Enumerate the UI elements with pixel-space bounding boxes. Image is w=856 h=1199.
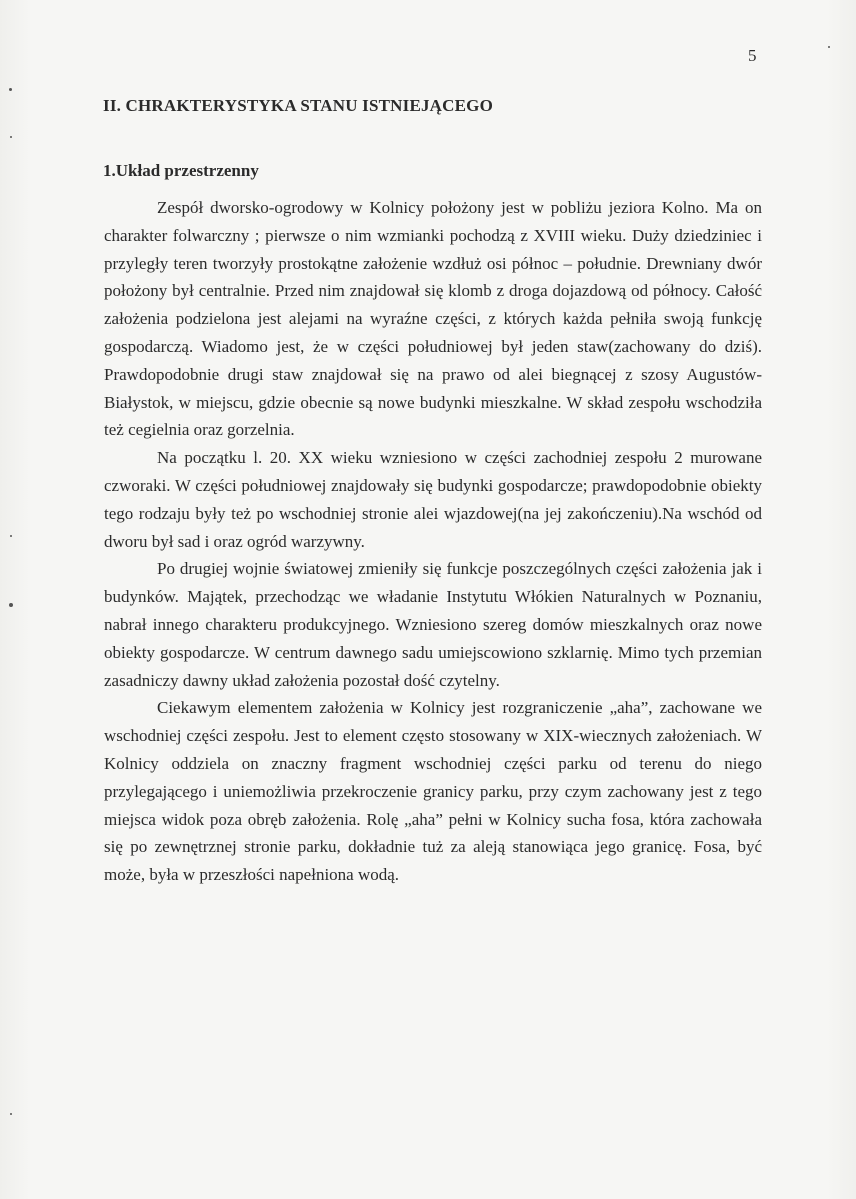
scan-speck [9, 88, 12, 91]
scan-speck [10, 535, 12, 537]
body-text [104, 194, 762, 889]
page-number: 5 [748, 46, 757, 65]
paragraph: Na początku l. 20. XX wieku wzniesiono w części zachodniej zespołu 2 murowane czworaki. W części południowej znajdowały się budynki gospodarcze; prawdopodobnie obiekty tego rodzaju były też po wschodniej stronie alei wjazdowej(na jej zakończeniu).Na wschód od dworu był sad i oraz ogród warzywny. [104, 448, 762, 551]
scan-speck [10, 136, 12, 138]
scan-speck [10, 1113, 12, 1115]
paragraph: Ciekawym elementem założenia w Kolnicy jest rozgraniczenie „aha”, zachowane we wschodniej części zespołu. Jest to element często stosowany w XIX-wiecznych założeniach. W Kolnicy oddziela on znaczny fragment wschodniej części parku od terenu do niego przylegającego i uniemożliwia przekroczenie granicy parku, przy czym zachowany jest z tego miejsca widok poza obręb założenia. Rolę „aha” pełni w Kolnicy sucha fosa, która zachowała się po zewnętrznej stronie parku, dokładnie tuż za aleją stanowiąca jego granicę. Fosa, być może, była w przeszłości napełniona wodą. [104, 698, 762, 885]
paragraph: Zespół dworsko-ogrodowy w Kolnicy położony jest w pobliżu jeziora Kolno. Ma on charakter folwarczny ; pierwsze o nim wzmianki pochodzą z XVIII wieku. Duży dziedziniec i przyległy teren tworzyły prostokątne założenie wzdłuż osi północ – południe. Drewniany dwór położony był centralnie. Przed nim znajdował się klomb z droga dojazdową od północy. Całość założenia podzielona jest alejami na wyraźne części, z których każda pełniła swoją funkcję gospodarczą. Wiadomo jest, że w części południowej był jeden staw(zachowany do dziś). Prawdopodobnie drugi staw znajdował się na prawo od alei biegnącej z szosy Augustów-Białystok, w miejscu, gdzie obecnie są nowe budynki mieszkalne. W skład zespołu wschodziła też cegielnia oraz gorzelnia. [104, 198, 762, 440]
subsection-title: 1.Układ przestrzenny [103, 161, 259, 180]
paragraph: Po drugiej wojnie światowej zmieniły się funkcje poszczególnych części założenia jak i budynków. Majątek, przechodząc we władanie Instytutu Włókien Naturalnych w Poznaniu, nabrał innego charakteru produkcyjnego. Wzniesiono szereg domów mieszkalnych oraz nowe obiekty gospodarcze. W centrum dawnego sadu umiejscowiono szklarnię. Mimo tych przemian zasadniczy dawny układ założenia pozostał dość czytelny. [104, 559, 762, 690]
scan-speck [9, 603, 13, 607]
section-title: II. CHRAKTERYSTYKA STANU ISTNIEJĄCEGO [103, 96, 494, 115]
scan-speck [828, 46, 830, 48]
